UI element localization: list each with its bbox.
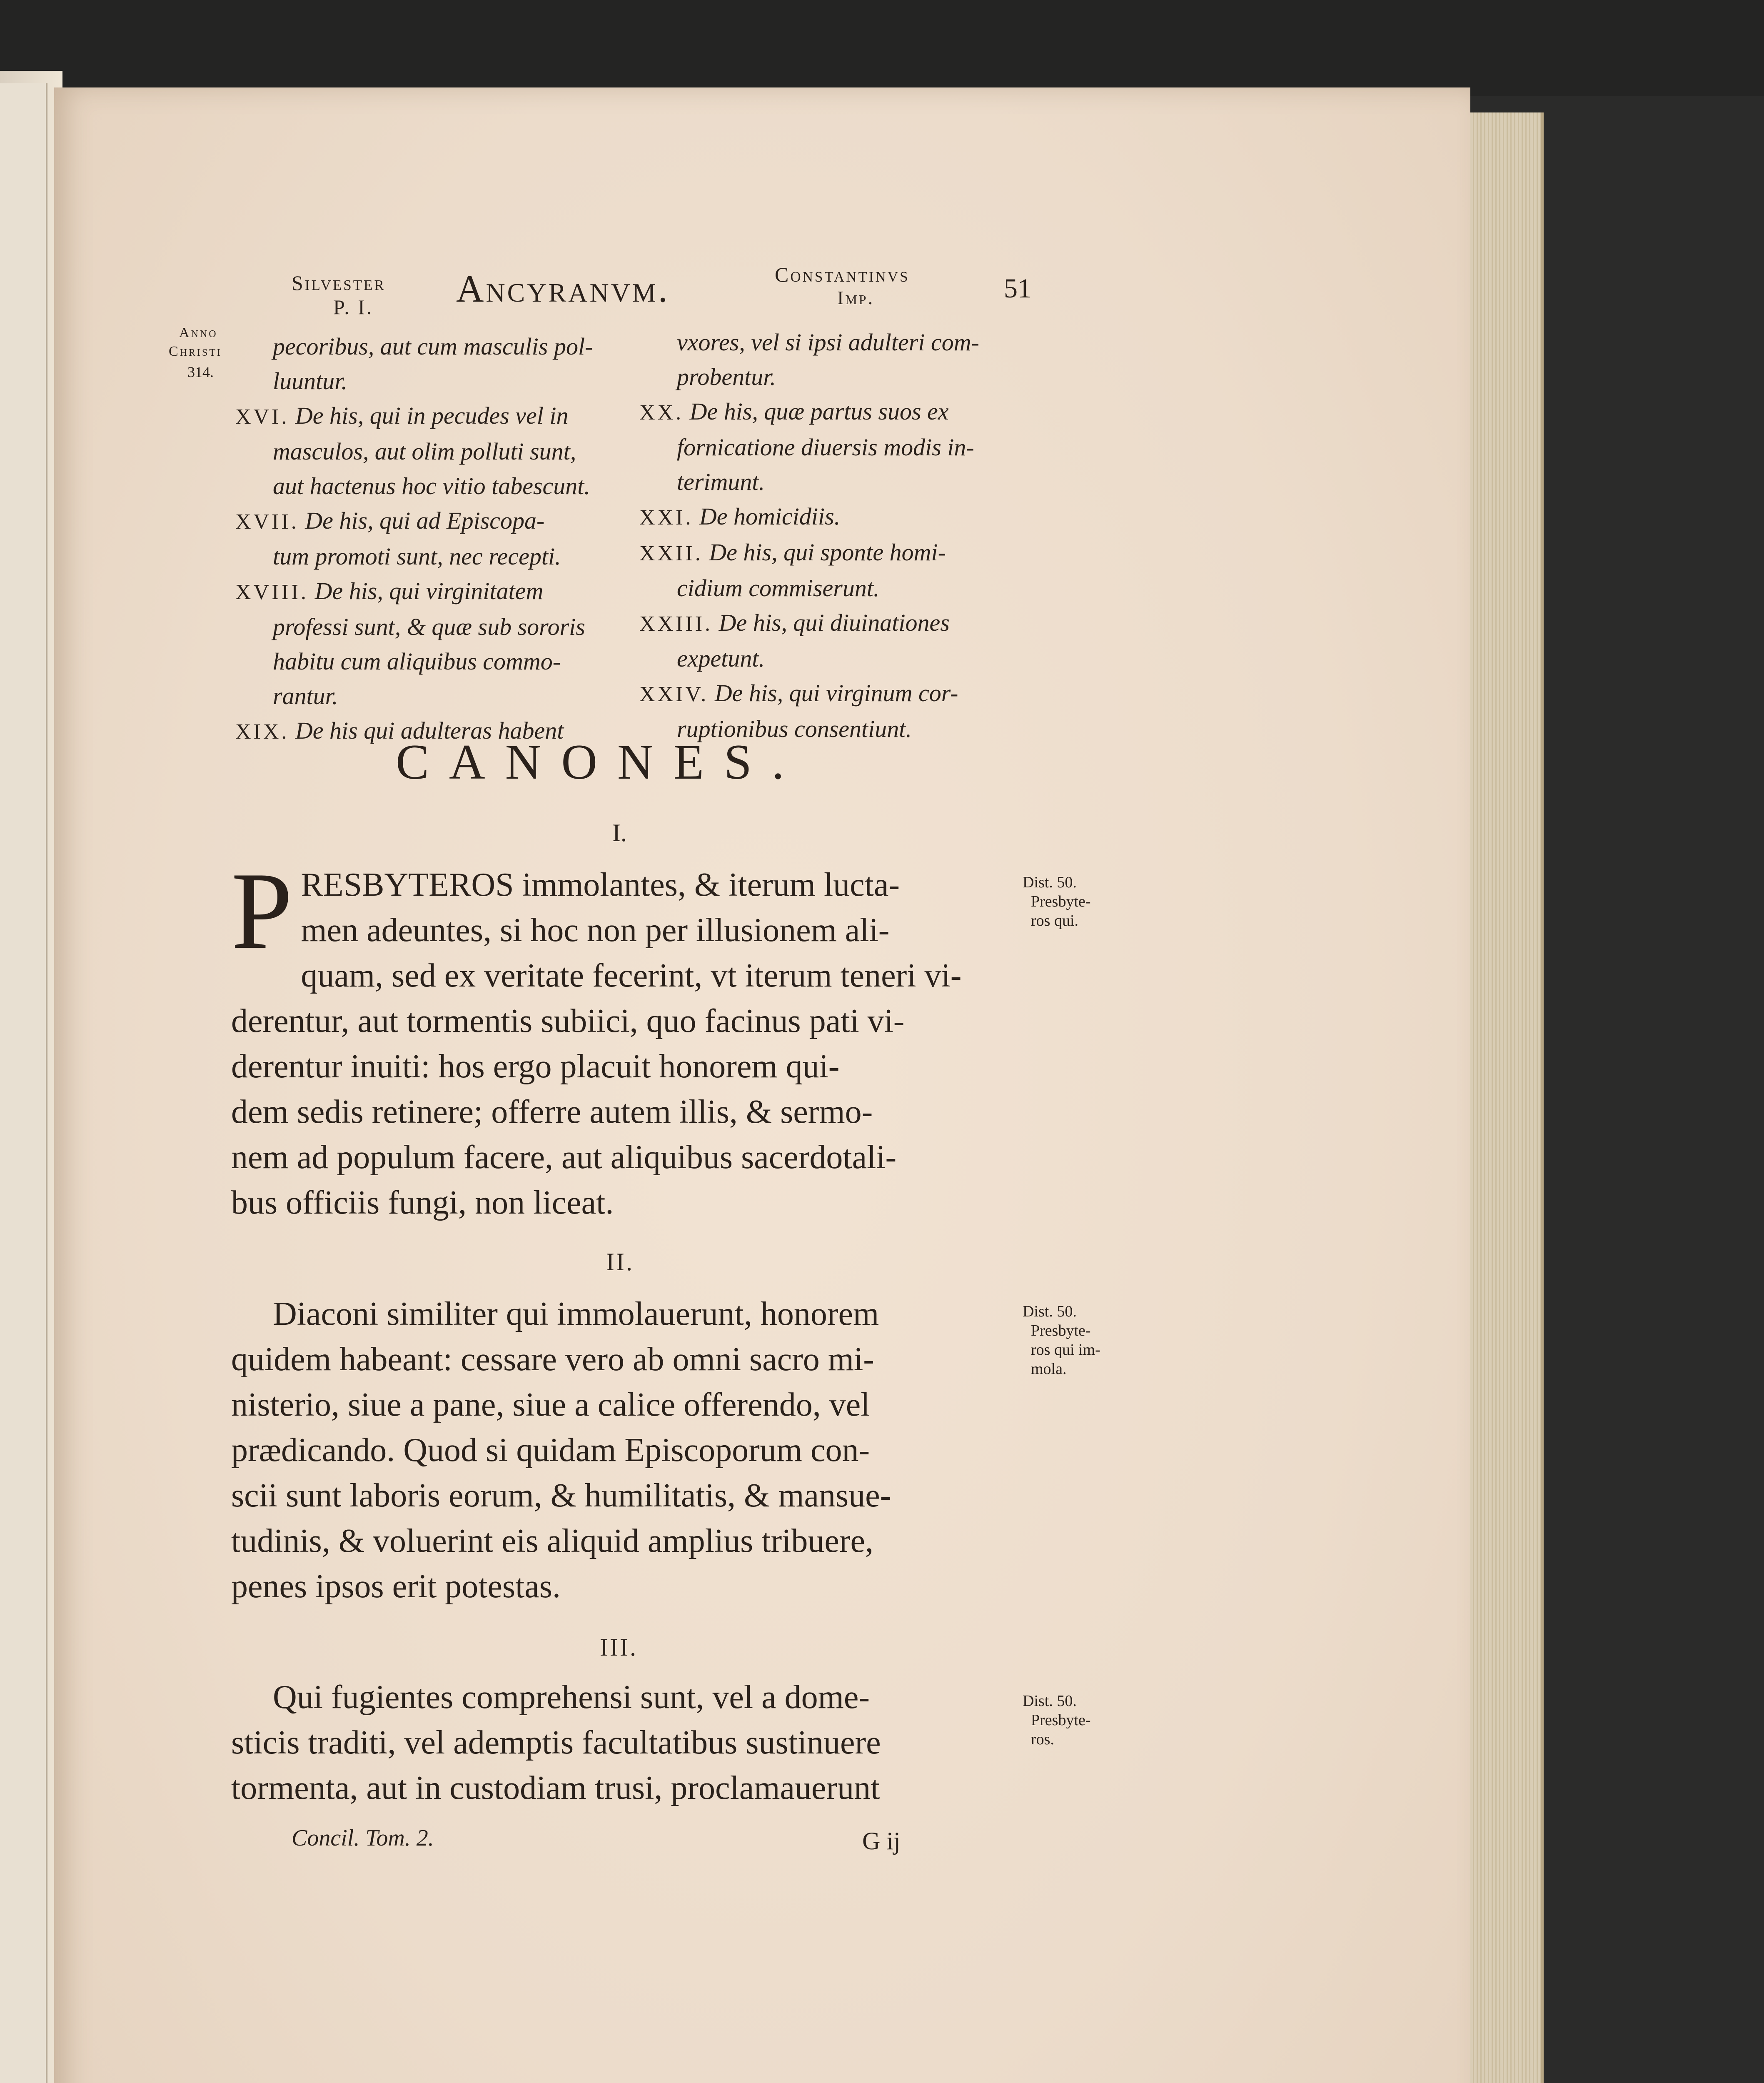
entry-text: aut hactenus hoc vitio tabescunt. xyxy=(273,472,590,500)
header-left-name: Silvester xyxy=(292,271,386,295)
index-entry xyxy=(235,434,631,469)
canon-line: RESBYTEROS immolantes, & iterum lucta- xyxy=(301,867,900,903)
facing-page-fold xyxy=(0,83,47,2083)
index-entry xyxy=(639,325,1039,360)
entry-text: De his, qui virginitatem xyxy=(314,577,544,604)
margin-note-line: ros. xyxy=(1031,1731,1054,1748)
canon-line: dem sedis retinere; offerre autem illis, & sermo- xyxy=(231,1094,873,1130)
header-left-sub: P. I. xyxy=(333,295,374,319)
entry-text: luuntur. xyxy=(273,367,347,395)
entry-text: De his, quæ partus suos ex xyxy=(689,398,949,425)
entry-text: De his, qui in pecudes vel in xyxy=(295,402,569,429)
margin-note-line: Presbyte- xyxy=(1031,893,1091,910)
index-entry xyxy=(639,465,1039,499)
index-entry xyxy=(235,503,631,539)
entry-text: habitu cum aliquibus commo- xyxy=(273,648,561,675)
canon-line: nisterio, siue a pane, siue a calice offerendo, vel xyxy=(231,1386,870,1423)
margin-note-line: Presbyte- xyxy=(1031,1322,1091,1339)
page-number: 51 xyxy=(1004,273,1031,304)
entry-text: masculos, aut olim polluti sunt, xyxy=(273,438,576,465)
canon-3-numeral: III. xyxy=(600,1633,638,1661)
margin-note-line: ros qui. xyxy=(1031,912,1078,929)
book-page-edges xyxy=(1470,112,1544,2083)
canon-1-text xyxy=(231,850,1014,1226)
canon-line: nem ad populum facere, aut aliquibus sacerdotali- xyxy=(231,1139,897,1176)
index-entry xyxy=(235,644,631,679)
entry-text: terimunt. xyxy=(677,468,765,495)
index-entry xyxy=(639,676,1039,712)
index-entry xyxy=(639,535,1039,571)
canon-1-numeral: I. xyxy=(612,819,627,847)
entry-text: fornicatione diuersis modis in- xyxy=(677,434,974,461)
index-entry xyxy=(235,364,631,398)
margin-note-line: Presbyte- xyxy=(1031,1711,1091,1729)
canon-2-numeral: II. xyxy=(606,1248,634,1276)
canon-line: quidem habeant: cessare vero ab omni sacro mi- xyxy=(231,1341,874,1378)
anno-year: 314. xyxy=(187,364,214,380)
entry-text: professi sunt, & quæ sub sororis xyxy=(273,613,585,640)
entry-number: XIX. xyxy=(235,720,289,744)
anno-line2: Christi xyxy=(169,344,222,359)
index-entry xyxy=(235,329,631,364)
canon-1-margin-note xyxy=(1023,873,1118,930)
entry-text: probentur. xyxy=(677,363,776,390)
index-entry xyxy=(639,360,1039,394)
index-entry xyxy=(235,609,631,644)
entry-text: De his, qui virginum cor- xyxy=(714,679,958,707)
index-entry xyxy=(235,539,631,574)
index-right-column xyxy=(639,325,1039,746)
canon-line: sticis traditi, vel ademptis facultatibus sustinuere xyxy=(231,1724,881,1761)
margin-note-line: mola. xyxy=(1031,1360,1067,1378)
canon-line: derentur inuiti: hos ergo placuit honorem qui- xyxy=(231,1048,840,1085)
canon-2-text xyxy=(231,1291,1014,1609)
index-entry xyxy=(235,469,631,503)
canon-3-margin-note xyxy=(1023,1691,1118,1749)
header-right-name: Constantinvs xyxy=(775,263,910,286)
entry-number: XVIII. xyxy=(235,580,309,604)
index-entry xyxy=(235,679,631,713)
footer-signature: Concil. Tom. 2. xyxy=(292,1825,434,1851)
index-entry xyxy=(639,499,1039,535)
entry-text: De his, qui ad Episcopa- xyxy=(305,507,545,534)
entry-text: De homicidiis. xyxy=(699,503,841,530)
canon-line: men adeuntes, si hoc non per illusionem ali- xyxy=(301,912,890,949)
index-entry xyxy=(639,394,1039,430)
entry-text: De his, qui sponte homi- xyxy=(709,539,946,566)
entry-text: De his qui adulteras habent xyxy=(295,717,564,744)
drop-cap: P xyxy=(231,850,293,972)
entry-text: expetunt. xyxy=(677,645,765,672)
margin-note-line: Dist. 50. xyxy=(1023,1303,1077,1320)
entry-text: rantur. xyxy=(273,682,338,709)
index-entry xyxy=(639,605,1039,641)
index-entry xyxy=(235,398,631,434)
canon-line: tudinis, & voluerint eis aliquid amplius tribuere, xyxy=(231,1523,873,1559)
canones-title: CANONES. xyxy=(396,734,804,789)
entry-number: XXII. xyxy=(639,542,703,565)
entry-text: pecoribus, aut cum masculis pol- xyxy=(273,333,593,360)
footer-gathering-mark: G ij xyxy=(862,1827,901,1855)
canon-line: prædicando. Quod si quidam Episcoporum con- xyxy=(231,1432,870,1469)
canon-3-text xyxy=(231,1675,1014,1811)
index-entry xyxy=(639,641,1039,676)
margin-note-line: Dist. 50. xyxy=(1023,1692,1077,1710)
canon-line: Qui fugientes comprehensi sunt, vel a dome- xyxy=(273,1679,870,1716)
entry-number: XXI. xyxy=(639,506,694,529)
index-entry xyxy=(639,430,1039,465)
entry-text: vxores, vel si ipsi adulteri com- xyxy=(677,329,979,356)
entry-text: De his, qui diuinationes xyxy=(719,609,950,636)
margin-note-line: ros qui im- xyxy=(1031,1341,1100,1359)
entry-text: tum promoti sunt, nec recepti. xyxy=(273,543,561,570)
entry-number: XX. xyxy=(639,401,684,425)
background-top xyxy=(0,0,1764,96)
entry-number: XXIV. xyxy=(639,682,709,706)
index-entry xyxy=(235,574,631,609)
canon-line: bus officiis fungi, non liceat. xyxy=(231,1184,614,1221)
index-left-column xyxy=(235,329,631,749)
entry-number: XXIII. xyxy=(639,612,713,636)
header-title: Ancyranvm. xyxy=(456,267,670,310)
header-right-sub: Imp. xyxy=(837,287,875,308)
canon-line: Diaconi similiter qui immolauerunt, honorem xyxy=(273,1296,879,1332)
canon-line: tormenta, aut in custodiam trusi, proclamauerunt xyxy=(231,1770,880,1806)
index-entry xyxy=(639,571,1039,605)
canon-line: quam, sed ex veritate fecerint, vt iterum teneri vi- xyxy=(301,957,962,994)
entry-text: cidium commiserunt. xyxy=(677,574,880,602)
canon-2-margin-note xyxy=(1023,1302,1118,1379)
entry-number: XVII. xyxy=(235,510,299,534)
margin-note-line: Dist. 50. xyxy=(1023,874,1077,891)
canon-line: scii sunt laboris eorum, & humilitatis, & mansue- xyxy=(231,1477,891,1514)
canon-line: derentur, aut tormentis subiici, quo facinus pati vi- xyxy=(231,1003,905,1039)
anno-line1: Anno xyxy=(179,325,218,340)
canon-line: penes ipsos erit potestas. xyxy=(231,1568,561,1605)
entry-text: ruptionibus consentiunt. xyxy=(677,715,912,742)
entry-number: XVI. xyxy=(235,405,289,429)
